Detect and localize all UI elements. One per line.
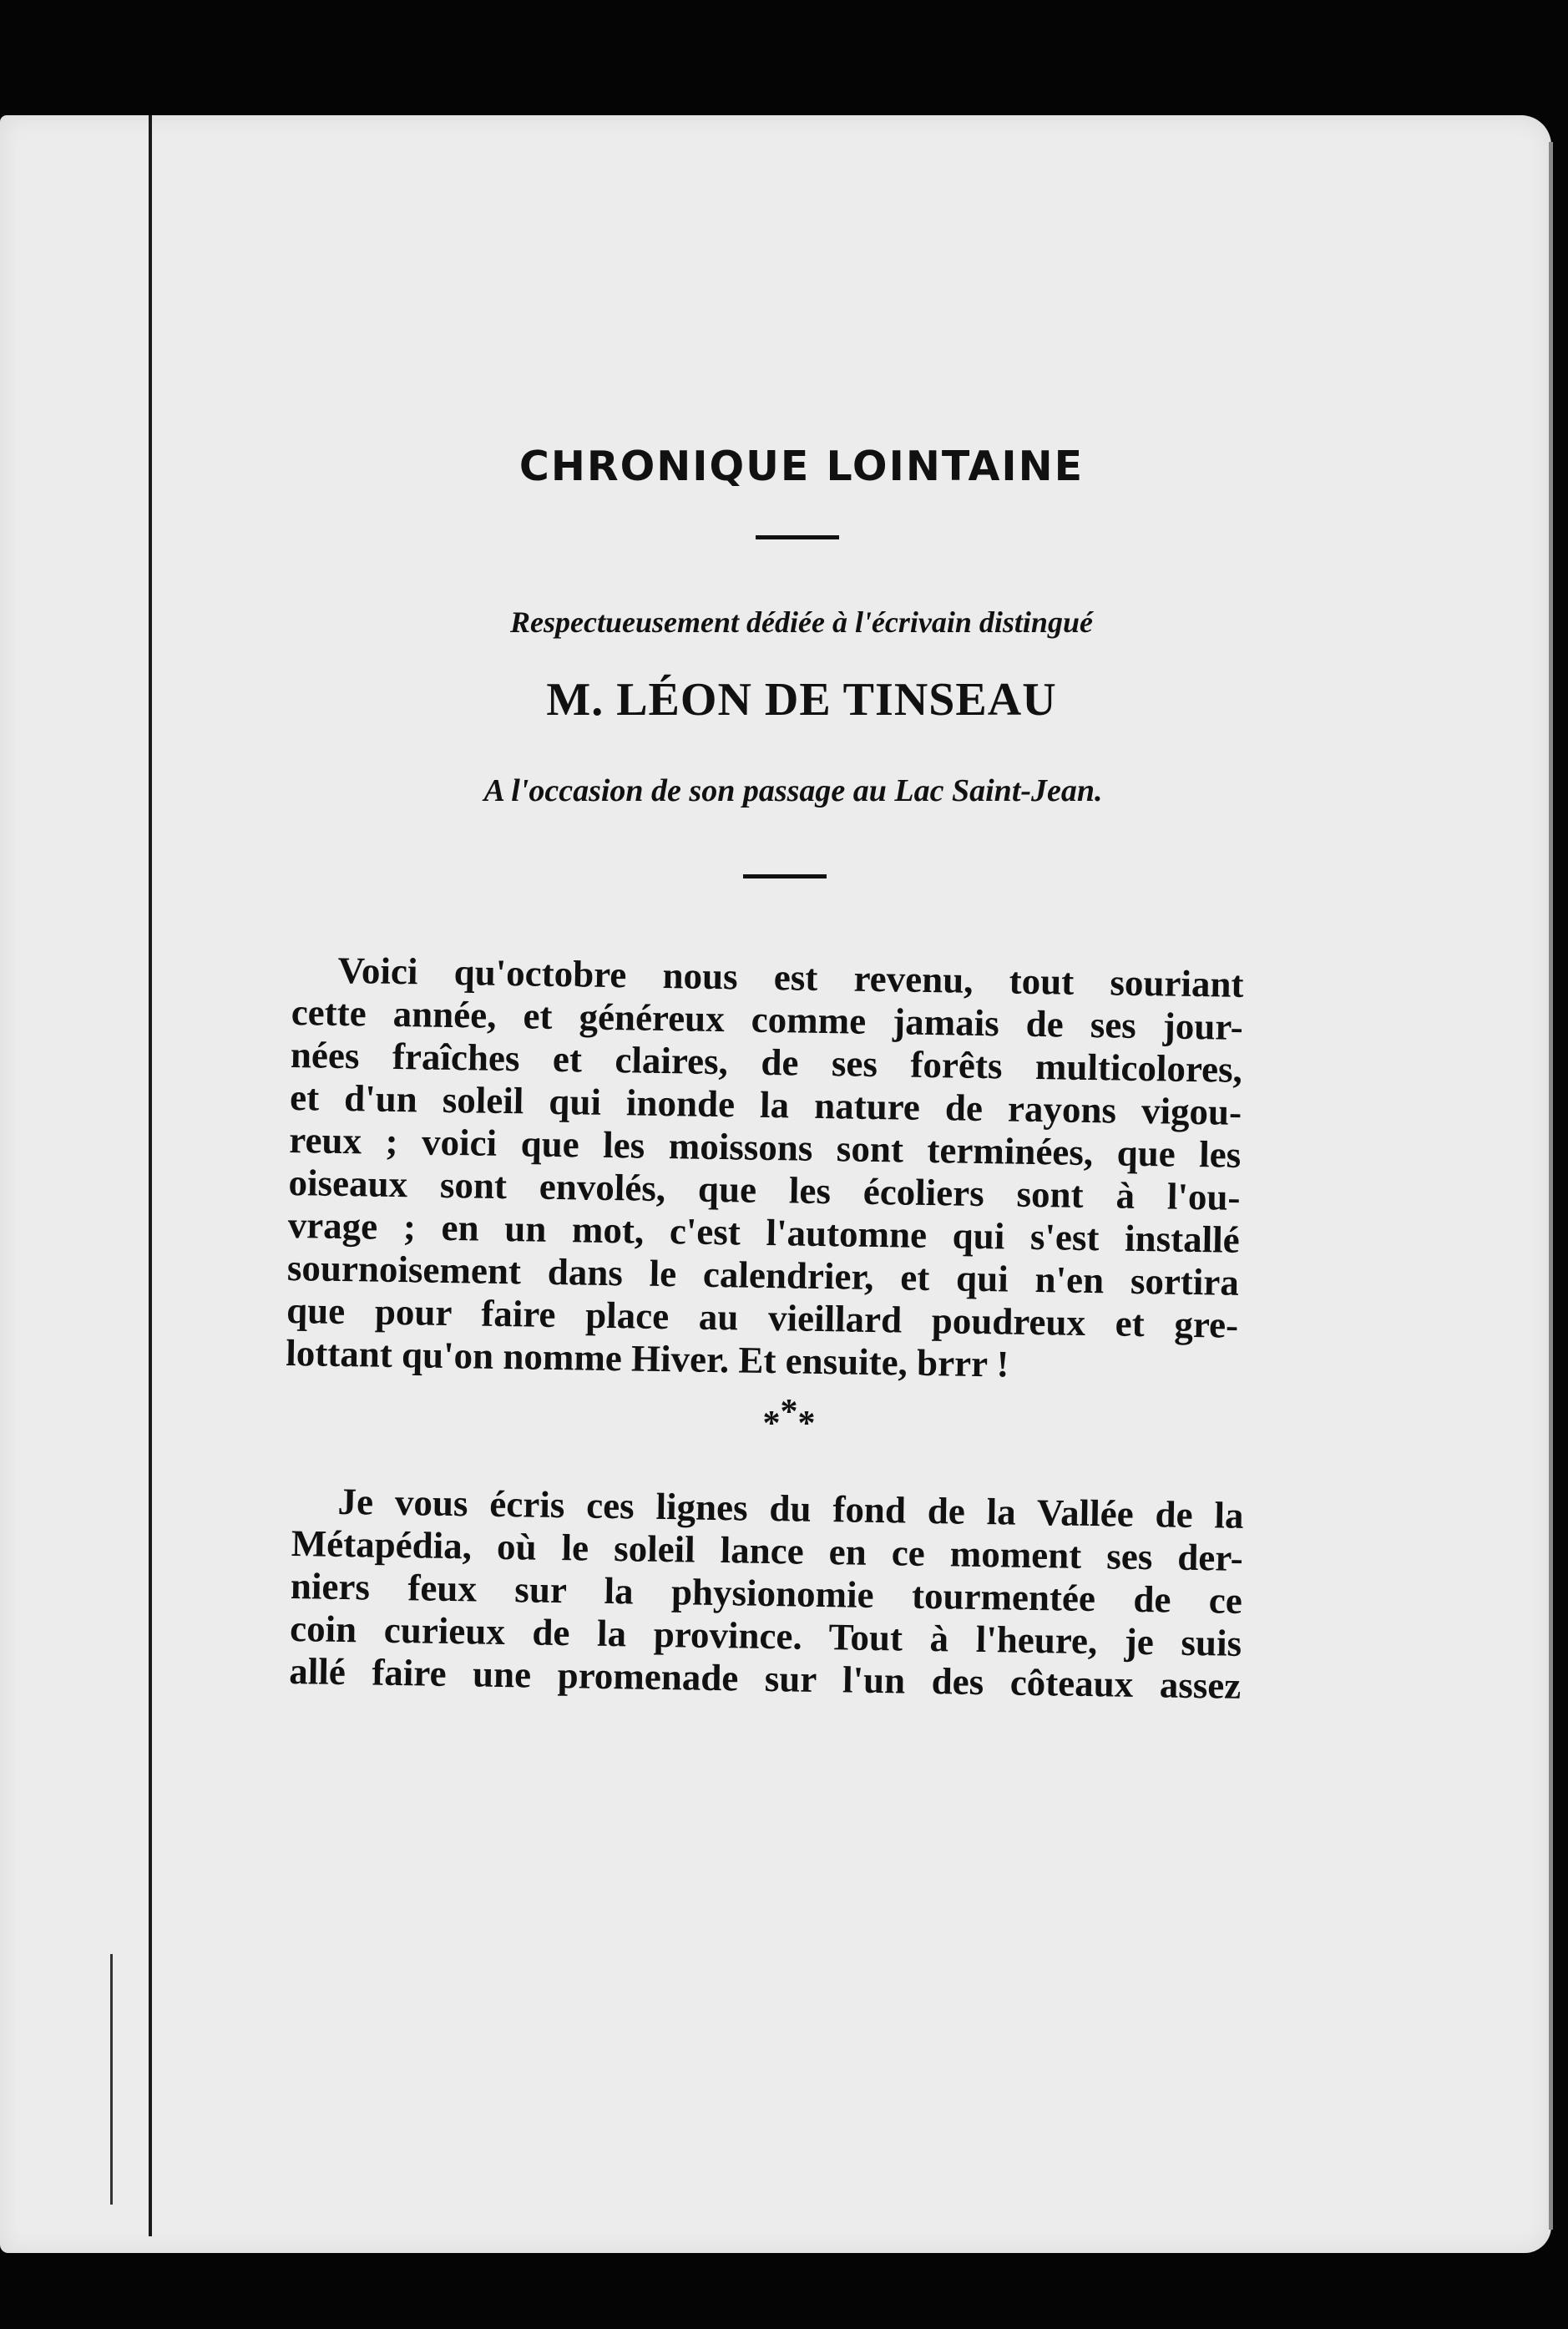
dedication-line: Respectueusement dédiée à l'écrivain distingué <box>510 605 1093 639</box>
asterism-divider <box>292 1393 1261 1443</box>
asterism-star: * <box>797 1405 816 1443</box>
honoree-name: M. LÉON DE TINSEAU <box>546 674 1057 726</box>
page-edge-mark <box>110 1954 113 2205</box>
paragraph-2 <box>289 1480 1244 1708</box>
paragraph-line: Je vous écris ces lignes du fond de la Vallée de la <box>337 1480 1244 1537</box>
paragraph-1 <box>286 949 1244 1390</box>
title-rule <box>756 535 839 539</box>
occasion-line: A l'occasion de son passage au Lac Saint-Jean. <box>483 773 1103 808</box>
page-fold-shadow <box>149 115 152 2236</box>
asterism-star: * <box>762 1405 781 1443</box>
paragraph-line: et d'un soleil qui inonde la nature de rayons vigou- <box>289 1076 1242 1133</box>
paragraph-line: coin curieux de la province. Tout à l'heure, je suis <box>289 1607 1242 1664</box>
paragraph-line: reux ; voici que les moissons sont terminées, que les <box>289 1118 1242 1176</box>
paragraph-line: niers feux sur la physionomie tourmentée de ce <box>290 1564 1243 1622</box>
chronicle-title: CHRONIQUE LOINTAINE <box>518 443 1085 490</box>
page-right-edge <box>1549 142 1553 2230</box>
paragraph-line: vrage ; en un mot, c'est l'automne qui s'est installé <box>287 1203 1241 1261</box>
paragraph-line: lottant qu'on nomme Hiver. Et ensuite, brrr ! <box>286 1331 1009 1385</box>
paragraph-line: nées fraîches et claires, de ses forêts multicolores, <box>290 1033 1243 1091</box>
paragraph-line: Voici qu'octobre nous est revenu, tout souriant <box>337 949 1244 1005</box>
paragraph-line: allé faire une promenade sur l'un des côteaux assez <box>289 1649 1242 1707</box>
paragraph-line: sournoisement dans le calendrier, et qui n'en sortira <box>286 1246 1240 1304</box>
asterism-star: * <box>780 1393 798 1431</box>
paragraph-line: Métapédia, où le soleil lance en ce moment ses der- <box>291 1521 1244 1579</box>
page-content <box>286 443 1261 1707</box>
paragraph-line: que pour faire place au vieillard poudreux et gre- <box>286 1289 1239 1346</box>
section-rule <box>743 874 827 878</box>
paragraph-line: cette année, et généreux comme jamais de ses jour- <box>291 990 1244 1048</box>
paragraph-line: oiseaux sont envolés, que les écoliers sont à l'ou- <box>288 1161 1241 1218</box>
